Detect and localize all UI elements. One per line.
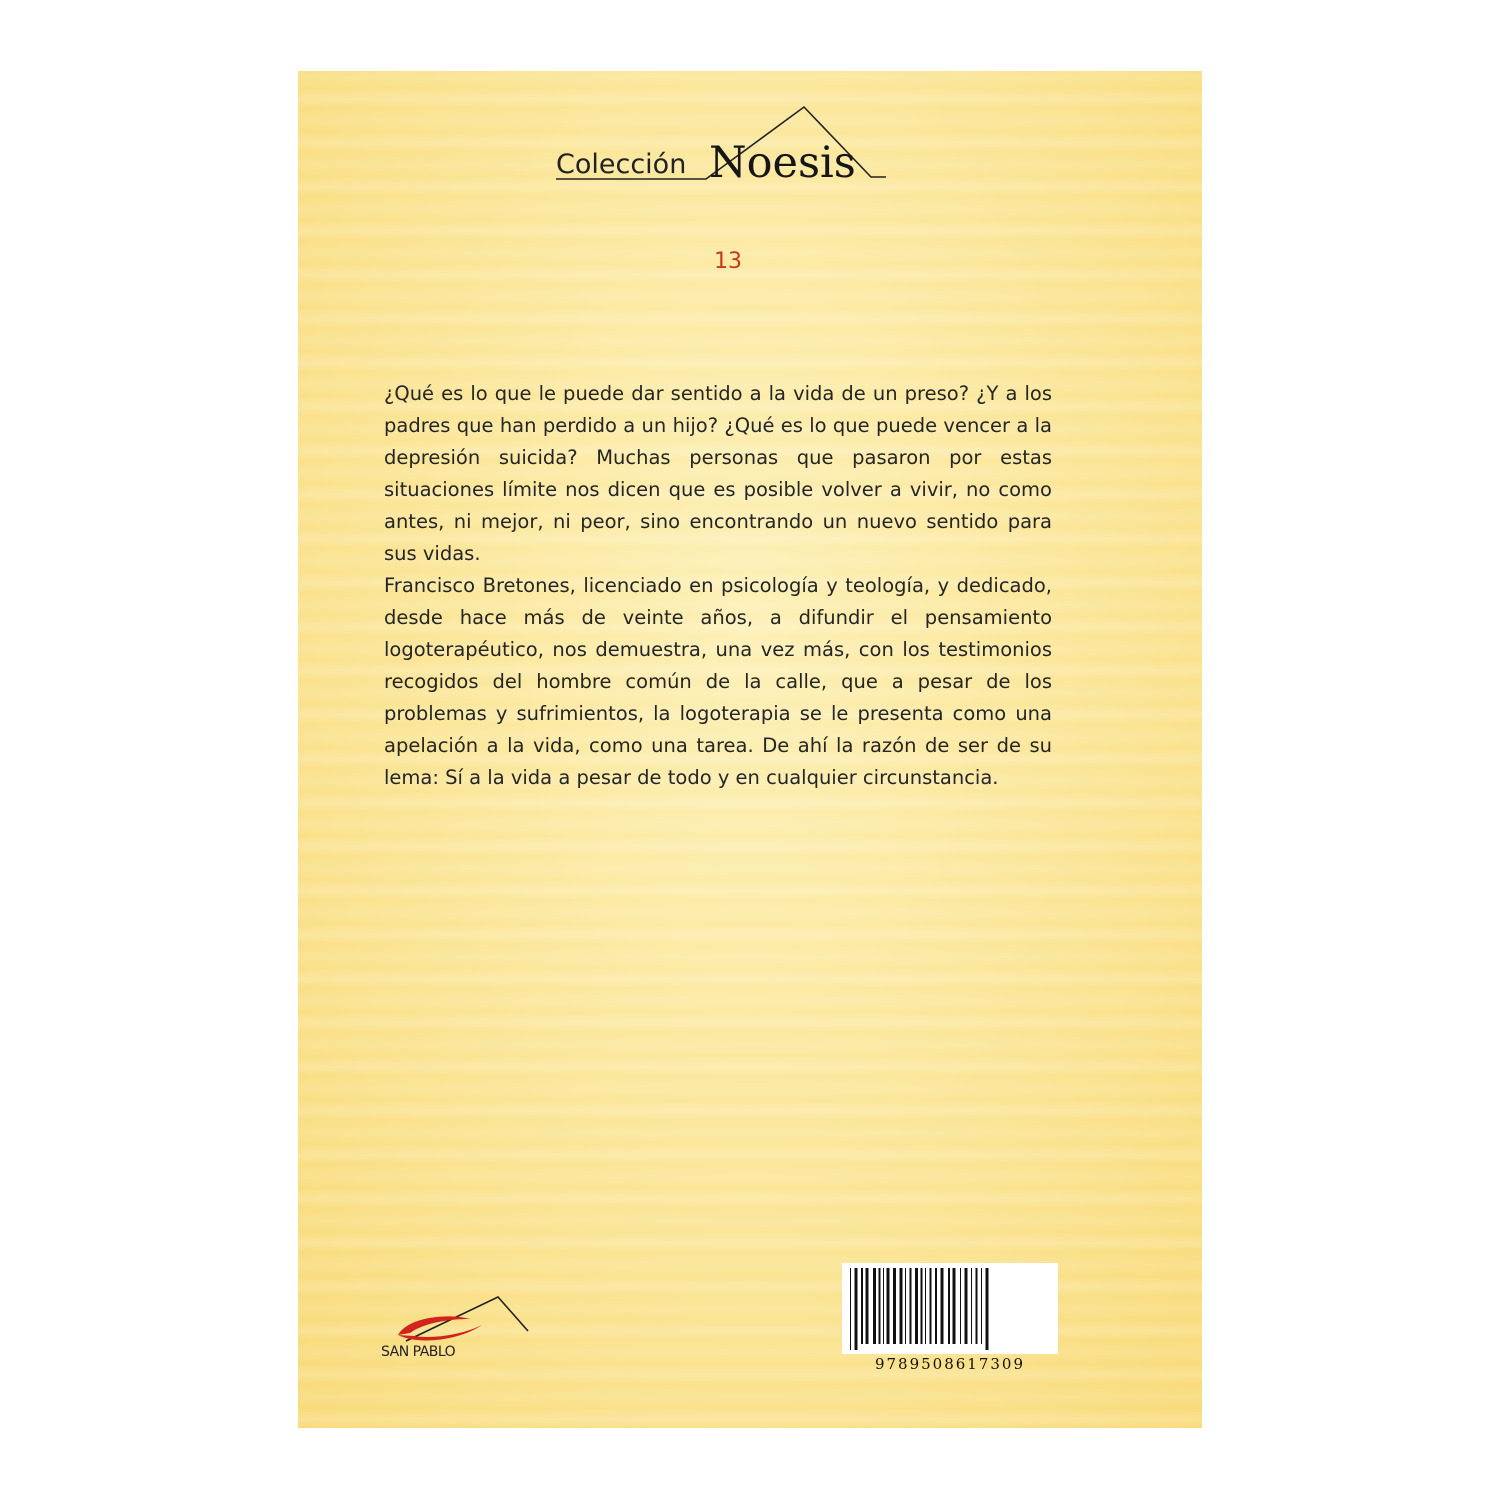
barcode-bar (866, 1268, 869, 1344)
barcode-bar (960, 1268, 961, 1344)
series-name: Noesis (709, 138, 856, 188)
series-word: Colección (556, 149, 687, 180)
barcode-bar (953, 1268, 956, 1344)
barcode-bar (855, 1268, 858, 1350)
barcode-bar (915, 1268, 918, 1344)
series-logo (556, 138, 886, 191)
barcode (842, 1263, 1058, 1354)
barcode-bar (910, 1268, 912, 1344)
back-cover (298, 71, 1202, 1428)
publisher-logo (378, 1291, 538, 1371)
barcode-bar (981, 1268, 982, 1344)
barcode-bar (935, 1268, 937, 1344)
barcode-bar (976, 1268, 978, 1344)
publisher-name: SAN PABLO (381, 1344, 456, 1360)
barcode-bar (965, 1268, 968, 1344)
blurb-paragraph: Francisco Bretones, licenciado en psicología y teología, y dedicado, desde hace más de veinte años, a difundir el pensamiento logoterapéutico, nos demuestra, una vez más, con los testimonios recogidos del hombre común de la calle, que a pesar de los problemas y sufrimientos, la logoterapia se le presenta como una apelación a la vida, como una tarea. De ahí la razón de ser de su lema: Sí a la vida a pesar de todo y en cualquier circunstancia. (384, 574, 1052, 789)
barcode-bar (921, 1268, 923, 1344)
barcode-bar (905, 1268, 906, 1344)
san-pablo-logo-icon (378, 1291, 538, 1351)
barcode-bar (861, 1268, 863, 1344)
barcode-bar (850, 1268, 851, 1350)
barcode-bars-icon (848, 1268, 1052, 1350)
barcode-bar (930, 1268, 932, 1344)
barcode-bar (971, 1268, 972, 1344)
barcode-bar (941, 1268, 944, 1344)
barcode-bar (893, 1268, 896, 1344)
isbn-number: 9789508617309 (874, 1355, 1026, 1373)
barcode-bar (948, 1268, 950, 1344)
volume-number: 13 (714, 249, 742, 274)
barcode-bar (873, 1268, 876, 1344)
barcode-bar (883, 1268, 884, 1344)
barcode-bar (887, 1268, 890, 1344)
blurb-text (384, 378, 1052, 794)
barcode-bar (986, 1268, 989, 1350)
barcode-bar (925, 1268, 926, 1344)
barcode-bar (900, 1268, 903, 1344)
barcode-bar (879, 1268, 881, 1344)
blurb-paragraph: ¿Qué es lo que le puede dar sentido a la vida de un preso? ¿Y a los padres que han perdido a un hijo? ¿Qué es lo que puede vencer a la depresión suicida? Muchas personas que pasaron por estas situaciones límite nos dicen que es posible volver a vivir, no como antes, ni mejor, ni peor, sino encontrando un nuevo sentido para sus vidas. (384, 382, 1052, 565)
